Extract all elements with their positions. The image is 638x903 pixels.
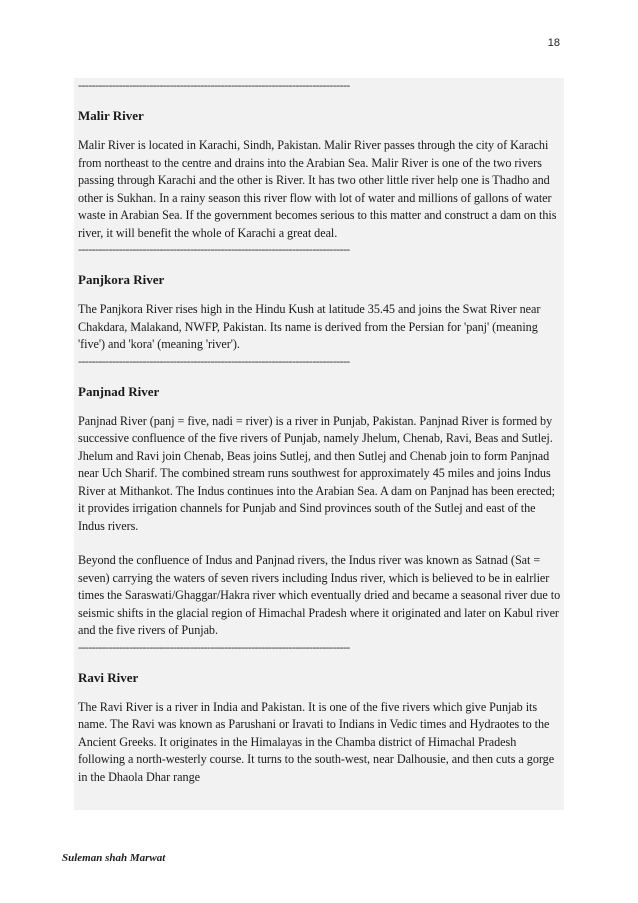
page-number: 18 — [547, 37, 560, 49]
author-footer: Suleman shah Marwat — [62, 852, 166, 864]
section-heading: Panjkora River — [78, 272, 165, 287]
section-paragraph: Malir River is located in Karachi, Sindh, Pakistan. Malir River passes through the city of Karachi from northeast to the centre and drains into the Arabian Sea. Malir River is one of the two rivers passing through Karachi and the other is River. It has two other little river help one is Thadho and other is Sukhan. In a rainy season this river flow with lot of water and millions of gallons of water waste in Arabian Sea. If the government becomes serious to this matter and construct a dam on this river, it will benefit the whole of Karachi a great deal. — [78, 138, 557, 240]
document-body — [74, 78, 564, 810]
section-divider: -------------------------------------------------------------------------------- — [78, 242, 350, 256]
section-paragraph: Panjnad River (panj = five, nadi = river) is a river in Punjab, Pakistan. Panjnad River is formed by successive confluence of the five rivers of Punjab, namely Jhelum, Chenab, Ravi, Beas and Sutlej. Jhelum and Ravi join Chenab, Beas joins Sutlej, and then Sutlej and Chenab join to form Panjnad near Uch Sharif. The combined stream runs southwest for approximately 45 miles and joins Indus River at Mithankot. The Indus continues into the Arabian Sea. A dam on Panjnad has been erected; it provides irrigation channels for Punjab and Sind provinces south of the Sutlej and east of the Indus rivers. — [78, 413, 555, 533]
section-heading: Ravi River — [78, 669, 139, 685]
section-paragraph: The Ravi River is a river in India and Pakistan. It is one of the five rivers which give Punjab its name. The Ravi was known as Parushani or Iravati to Indians in Vedic times and Hydraotes to the Ancient Greeks. It originates in the Himalayas in the Chamba district of Himachal Pradesh following a north-westerly course. It turns to the south-west, near Dalhousie, and then cuts a gorge in the Dhaola Dhar range — [78, 699, 555, 784]
section-divider: -------------------------------------------------------------------------------- — [78, 639, 350, 654]
section-ravi-river — [78, 670, 564, 787]
section-divider: -------------------------------------------------------------------------------- — [78, 78, 350, 92]
section-panjnad-river — [78, 384, 564, 640]
section-heading: Malir River — [78, 108, 144, 123]
section-heading: Panjnad River — [78, 383, 160, 399]
section-panjkora-river — [78, 272, 564, 354]
section-paragraph: Beyond the confluence of Indus and Panjnad rivers, the Indus river was known as Satnad (Sat = seven) carrying the waters of seven rivers including Indus river, which is believed to be in ealrlier times the Saraswati/Ghaggar/Hakra river which eventually dried and became a seasonal river due to seismic shifts in the glacial region of Himachal Pradesh where it originated and later on Kabul river and the five rivers of Punjab. — [78, 553, 561, 637]
section-paragraph: The Panjkora River rises high in the Hindu Kush at latitude 35.45 and joins the Swat River near Chakdara, Malakand, NWFP, Pakistan. Its name is derived from the Persian for 'panj' (meaning 'five') and 'kora' (meaning 'river'). — [78, 302, 541, 351]
section-divider: -------------------------------------------------------------------------------- — [78, 353, 350, 368]
section-malir-river — [78, 108, 564, 242]
